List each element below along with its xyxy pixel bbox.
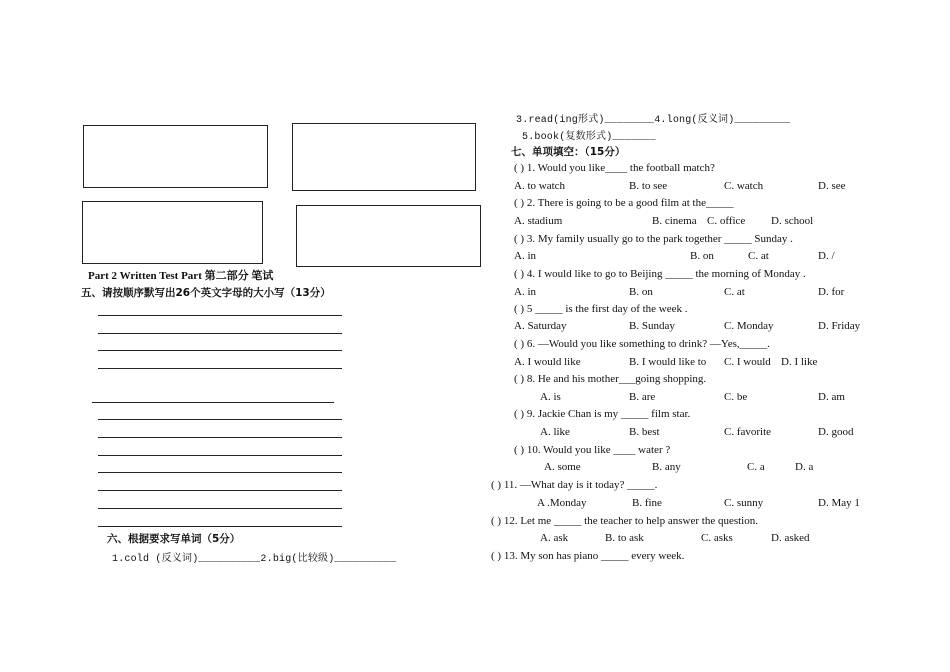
question-4-option-1: A. in (514, 286, 536, 298)
question-3-option-4: D. / (818, 250, 835, 262)
question-6-option-4: D. I like (781, 356, 818, 368)
section6-line1: 1.cold (反义词)__________2.big(比较级)__________ (112, 554, 397, 565)
question-1-option-4: D. see (818, 180, 846, 192)
question-7-option-4: D. am (818, 391, 845, 403)
question-2-option-4: D. school (771, 215, 814, 227)
question-6-option-3: C. I would (724, 356, 771, 368)
question-1-option-3: C. watch (724, 180, 764, 192)
question-7-text: ( ) 8. He and his mother___going shopping. (514, 373, 707, 385)
question-6-text: ( ) 6. —Would you like something to drink? —Yes,_____. (514, 338, 770, 350)
question-2-option-3: C. office (707, 215, 746, 227)
question-9-option-4: D. a (795, 461, 814, 473)
question-6-option-1: A. I would like (514, 356, 581, 368)
question-10-option-2: B. fine (632, 497, 662, 509)
answer-box-4 (296, 205, 481, 267)
writing-line (98, 490, 342, 491)
writing-line (98, 419, 342, 420)
question-4-option-3: C. at (724, 286, 745, 298)
question-11-option-3: C. asks (701, 532, 733, 544)
question-4-text: ( ) 4. I would like to go to Beijing _____ the morning of Monday . (514, 268, 806, 280)
answer-box-1 (83, 125, 268, 188)
question-1-text: ( ) 1. Would you like____ the football match? (514, 162, 715, 174)
question-12-text: ( ) 13. My son has piano _____ every week. (491, 550, 685, 562)
question-10-option-4: D. May 1 (818, 497, 860, 509)
question-3-option-3: C. at (748, 250, 769, 262)
writing-line (98, 455, 342, 456)
question-10-option-3: C. sunny (724, 497, 764, 509)
writing-line (98, 333, 342, 334)
writing-line (98, 315, 342, 316)
question-8-option-4: D. good (818, 426, 854, 438)
writing-line-long (92, 402, 334, 403)
question-8-option-2: B. best (629, 426, 660, 438)
writing-line (98, 526, 342, 527)
section6-line5: 5.book(复数形式)_______ (522, 132, 656, 143)
answer-box-2 (292, 123, 476, 191)
question-4-option-2: B. on (629, 286, 653, 298)
writing-line (98, 472, 342, 473)
writing-line (98, 350, 342, 351)
question-6-option-2: B. I would like to (629, 356, 707, 368)
question-9-option-1: A. some (544, 461, 581, 473)
question-5-option-3: C. Monday (724, 320, 774, 332)
section7-heading: 七、单项填空：（15分） (511, 146, 626, 158)
question-4-option-4: D. for (818, 286, 845, 298)
writing-line (98, 437, 342, 438)
question-2-option-1: A. stadium (514, 215, 563, 227)
question-11-option-1: A. ask (540, 532, 569, 544)
question-7-option-3: C. be (724, 391, 748, 403)
question-5-option-2: B. Sunday (629, 320, 675, 332)
section6-heading: 六、根据要求写单词（5分） (107, 533, 241, 545)
part2-heading: Part 2 Written Test Part 第二部分 笔试 (88, 270, 274, 282)
question-1-option-1: A. to watch (514, 180, 566, 192)
writing-line (98, 368, 342, 369)
question-11-option-2: B. to ask (605, 532, 644, 544)
question-7-option-2: B. are (629, 391, 656, 403)
question-11-text: ( ) 12. Let me _____ the teacher to help answer the question. (491, 515, 758, 527)
question-5-option-1: A. Saturday (514, 320, 567, 332)
question-7-option-1: A. is (540, 391, 561, 403)
question-9-option-3: C. a (747, 461, 765, 473)
question-5-text: ( ) 5 _____ is the first day of the week . (514, 303, 688, 315)
question-8-text: ( ) 9. Jackie Chan is my _____ film star. (514, 408, 691, 420)
question-9-text: ( ) 10. Would you like ____ water ? (514, 444, 671, 456)
question-3-text: ( ) 3. My family usually go to the park together _____ Sunday . (514, 233, 793, 245)
question-8-option-3: C. favorite (724, 426, 772, 438)
question-9-option-2: B. any (652, 461, 681, 473)
writing-line (98, 508, 342, 509)
answer-box-3 (82, 201, 263, 264)
question-1-option-2: B. to see (629, 180, 668, 192)
section6-line3: 3.read(ing形式)________4.long(反义词)_________ (516, 115, 791, 126)
question-10-option-1: A .Monday (537, 497, 587, 509)
question-2-option-2: B. cinema (652, 215, 697, 227)
question-5-option-4: D. Friday (818, 320, 861, 332)
question-3-option-1: A. in (514, 250, 536, 262)
question-8-option-1: A. like (540, 426, 570, 438)
question-10-text: ( ) 11. —What day is it today? _____. (491, 479, 658, 491)
question-3-option-2: B. on (690, 250, 714, 262)
question-2-text: ( ) 2. There is going to be a good film at the_____ (514, 197, 734, 209)
question-11-option-4: D. asked (771, 532, 810, 544)
section5-heading: 五、请按顺序默写出26个英文字母的大小写（13分） (81, 287, 331, 299)
